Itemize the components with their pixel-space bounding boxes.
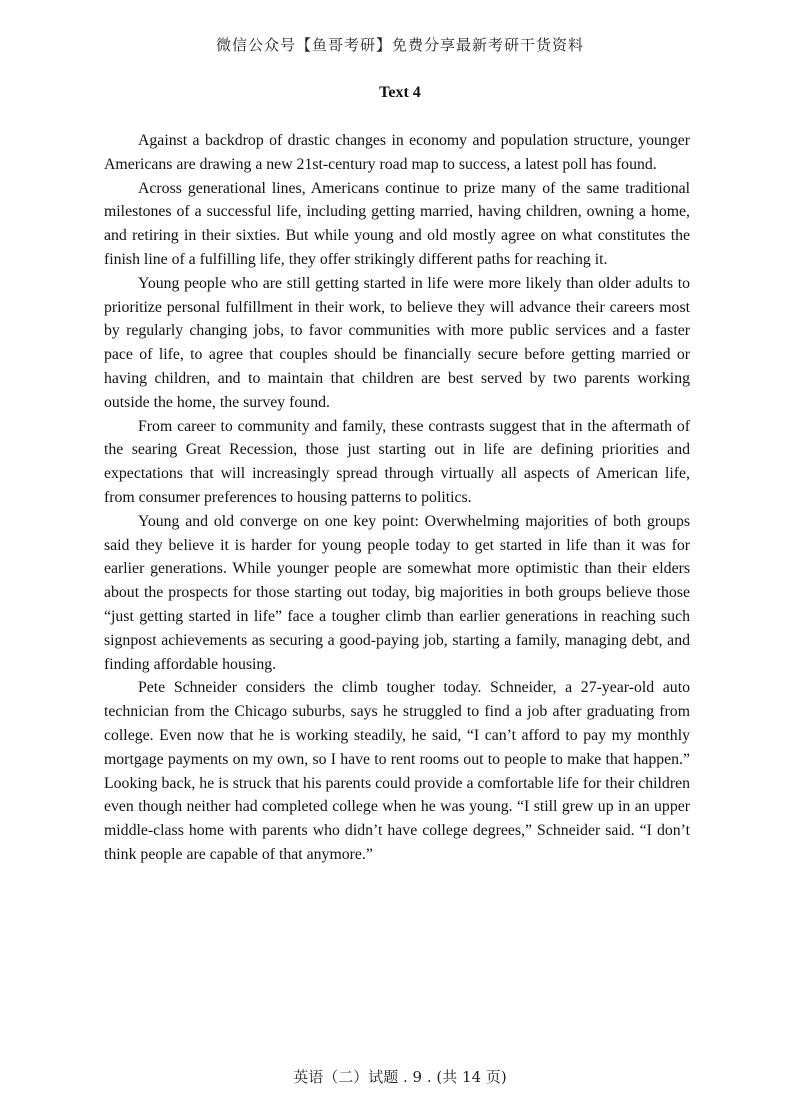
paragraph-2: Across generational lines, Americans continue to prize many of the same traditional milestones of a successful life, including getting married, having children, owning a home, and retiring in their sixties. But while young and old mostly agree on what constitutes the finish line of a fulfilling life, they offer strikingly different paths for reaching it. — [104, 179, 690, 268]
paragraph-4: From career to community and family, these contrasts suggest that in the aftermath of the searing Great Recession, those just starting out in life are defining priorities and expectations that will increasingly spread through virtually all aspects of American life, from consumer preferences to housing patterns to politics. — [104, 417, 690, 506]
paragraph-6: Pete Schneider considers the climb tougher today. Schneider, a 27-year-old auto technician from the Chicago suburbs, says he struggled to find a job after graduating from college. Even now that he is working steadily, he said, “I can’t afford to pay my monthly mortgage payments on my own, so I have to rent rooms out to people to make that happen.” Looking back, he is struck that his parents could provide a comfortable life for their children even though neither had completed college when he was young. “I still grew up in an upper middle-class home with parents who didn’t have college degrees,” Schneider said. “I don’t think people are capable of that anymore.” — [104, 679, 690, 863]
page-header-banner: 微信公众号【鱼哥考研】免费分享最新考研干货资料 — [215, 36, 584, 54]
page-footer: 英语（二）试题 . 9 . (共 14 页) — [293, 1068, 507, 1086]
paragraph-5: Young and old converge on one key point: Overwhelming majorities of both groups said they believe it is harder for young people today to get started in life than it was for earlier generations. While younger people are somewhat more optimistic than their elders about the prospects for those starting out today, big majorities in both groups believe those “just getting started in life” face a tougher climb than earlier generations in reaching such signpost achievements as securing a good-paying job, starting a family, managing debt, and finding affordable housing. — [104, 512, 690, 673]
paragraph-1: Against a backdrop of drastic changes in economy and population structure, younger Americans are drawing a new 21st-century road map to success, a latest poll has found. — [104, 132, 690, 173]
text-title: Text 4 — [379, 84, 421, 101]
paragraph-3: Young people who are still getting started in life were more likely than older adults to prioritize personal fulfillment in their work, to believe they will advance their careers most by regularly changing jobs, to favor communities with more public services and a faster pace of life, to agree that couples should be financially secure before getting married or having children, and to maintain that children are best served by two parents working outside the home, the survey found. — [104, 274, 690, 411]
article-body — [104, 129, 690, 867]
